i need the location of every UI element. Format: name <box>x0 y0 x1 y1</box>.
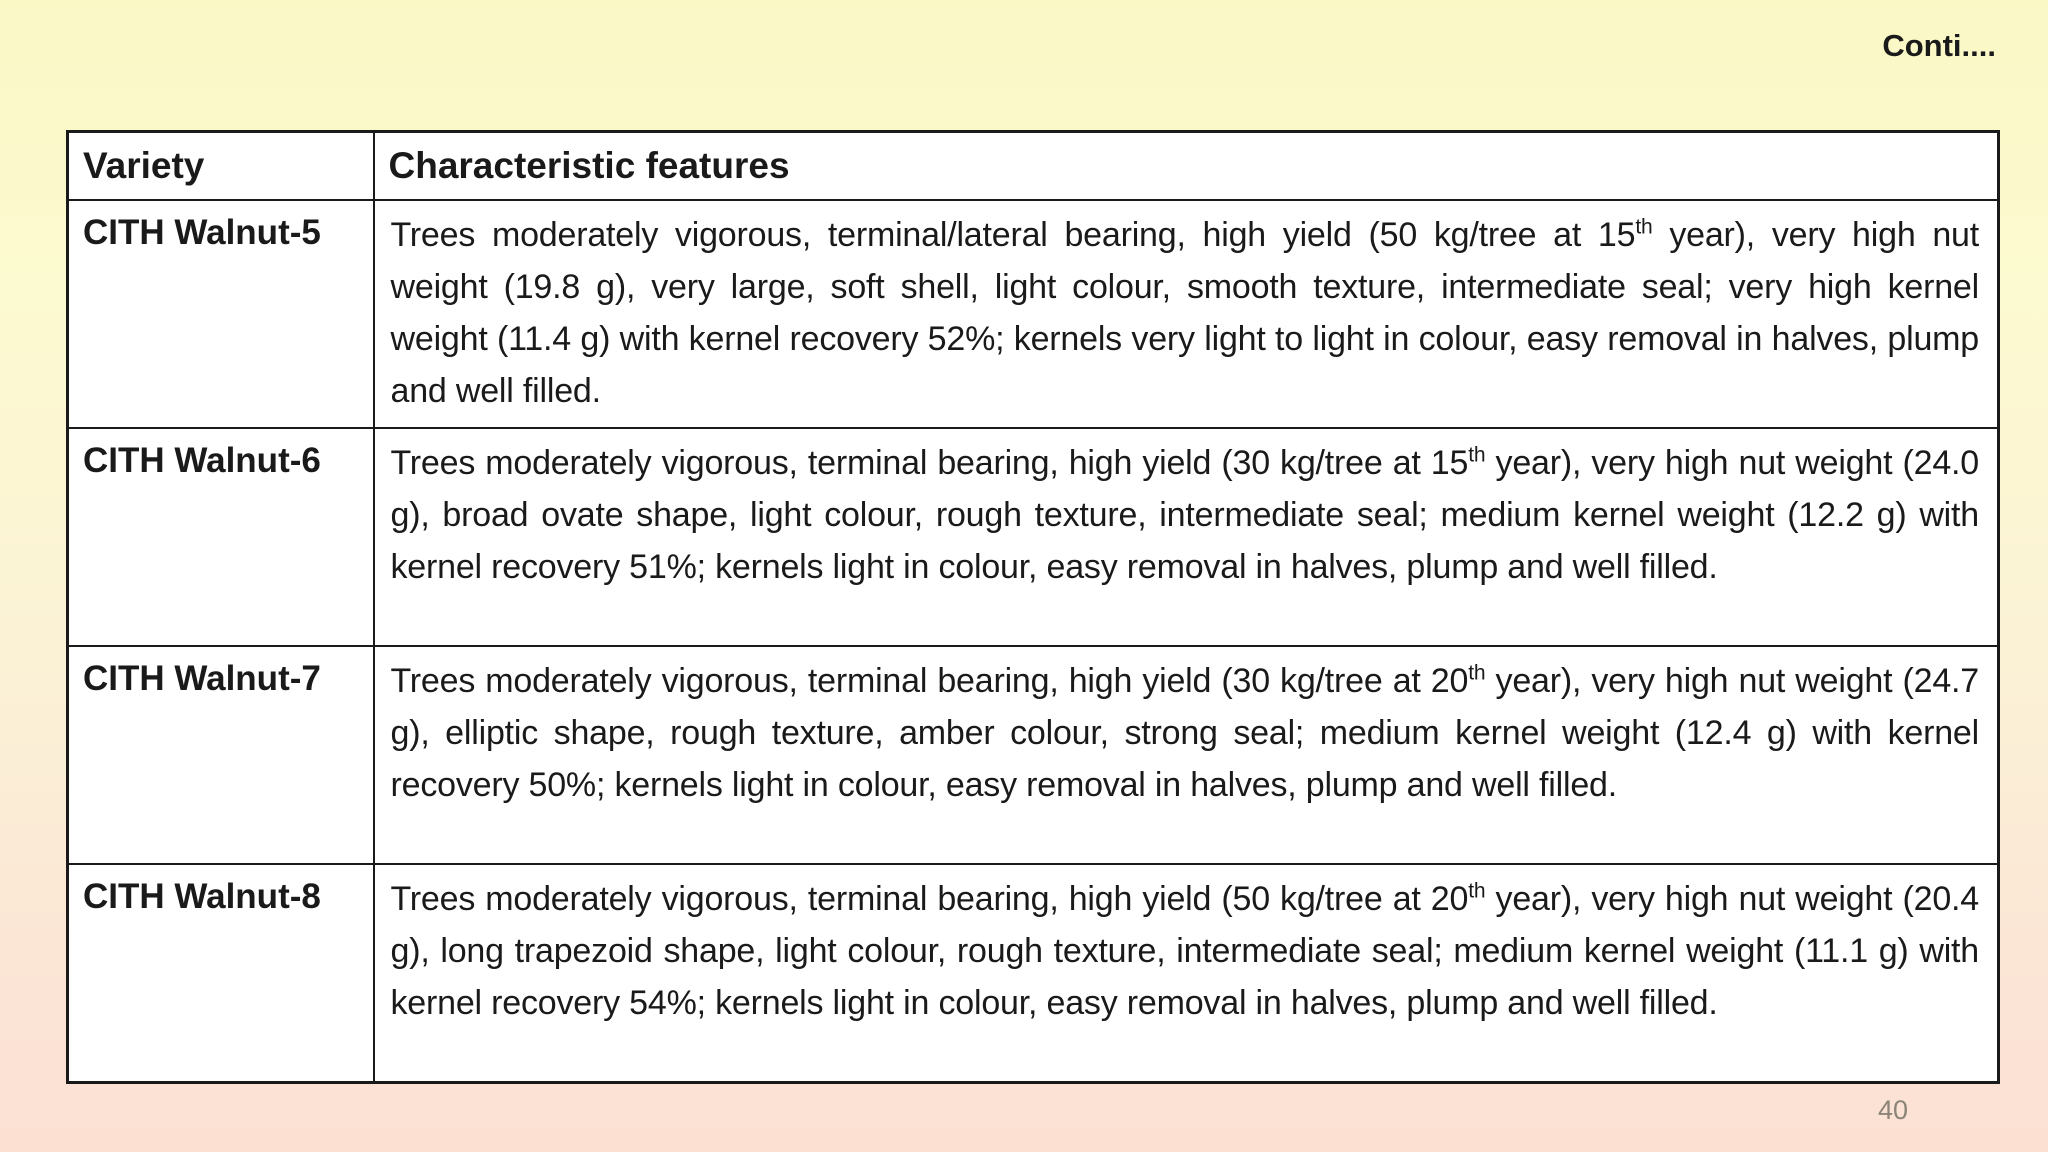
table-row-cith-walnut-5 <box>68 200 1999 428</box>
variety-cell: CITH Walnut-8 <box>68 864 374 1082</box>
page-number: 40 <box>1877 1095 1908 1125</box>
ordinal-superscript: th <box>1468 661 1486 685</box>
features-cell <box>374 200 1999 428</box>
features-text-pre: Trees moderately vigorous, terminal/lateral bearing, high yield (50 kg/tree at 15 <box>390 216 1636 254</box>
table-row-cith-walnut-6 <box>68 428 1999 646</box>
features-text-post: year), very high nut weight (24.7 g), elliptic shape, rough texture, amber colour, strong seal; medium kernel weight (12.4 g) with kernel recovery 50%; kernels light in colour, easy removal in halves, plump and well filled. <box>390 662 1979 804</box>
variety-cell: CITH Walnut-7 <box>68 646 374 864</box>
features-text-pre: Trees moderately vigorous, terminal bearing, high yield (30 kg/tree at 20 <box>390 662 1469 700</box>
column-header-variety: Variety <box>68 132 374 201</box>
features-cell <box>374 428 1999 646</box>
table-row-cith-walnut-7 <box>68 646 1999 864</box>
features-text-post: year), very high nut weight (20.4 g), long trapezoid shape, light colour, rough texture, intermediate seal; medium kernel weight (11.1 g) with kernel recovery 54%; kernels light in colour, easy removal in halves, plump and well filled. <box>390 880 1979 1022</box>
variety-cell: CITH Walnut-6 <box>68 428 374 646</box>
ordinal-superscript: th <box>1635 215 1653 239</box>
table-header-row <box>68 132 1999 201</box>
features-text-post: year), very high nut weight (19.8 g), very large, soft shell, light colour, smooth texture, intermediate seal; very high kernel weight (11.4 g) with kernel recovery 52%; kernels very light to light in colour, easy removal in halves, plump and well filled. <box>390 216 1979 410</box>
features-cell <box>374 646 1999 864</box>
features-text-pre: Trees moderately vigorous, terminal bearing, high yield (50 kg/tree at 20 <box>390 880 1469 918</box>
ordinal-superscript: th <box>1468 443 1486 467</box>
features-text-post: year), very high nut weight (24.0 g), broad ovate shape, light colour, rough texture, intermediate seal; medium kernel weight (12.2 g) with kernel recovery 51%; kernels light in colour, easy removal in halves, plump and well filled. <box>390 444 1979 586</box>
table-row-cith-walnut-8 <box>68 864 1999 1082</box>
continuation-label: Conti.... <box>1882 28 1996 63</box>
variety-cell: CITH Walnut-5 <box>68 200 374 428</box>
ordinal-superscript: th <box>1468 879 1486 903</box>
features-cell <box>374 864 1999 1082</box>
column-header-characteristic-features: Characteristic features <box>374 132 1999 201</box>
features-text-pre: Trees moderately vigorous, terminal bearing, high yield (30 kg/tree at 15 <box>390 444 1469 482</box>
walnut-variety-table <box>66 130 2000 1084</box>
